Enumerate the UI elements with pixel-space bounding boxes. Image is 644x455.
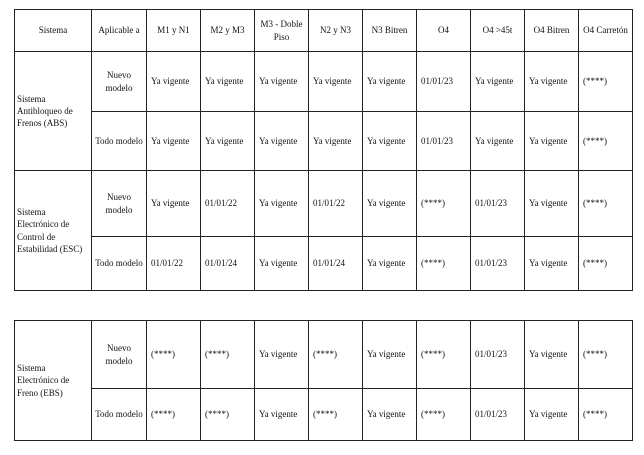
value-cell: (****) xyxy=(201,389,255,441)
value-cell: Ya vigente xyxy=(525,321,579,389)
value-cell: (****) xyxy=(417,389,471,441)
value-cell: 01/01/23 xyxy=(471,389,525,441)
value-cell: 01/01/23 xyxy=(471,237,525,291)
value-cell: Ya vigente xyxy=(363,52,417,112)
value-cell: Ya vigente xyxy=(147,52,201,112)
value-cell: Ya vigente xyxy=(525,389,579,441)
system-name-abs: Sistema Antibloqueo de Frenos (ABS) xyxy=(15,52,92,171)
value-cell: Ya vigente xyxy=(525,112,579,171)
table-row xyxy=(15,52,633,112)
value-cell: Ya vigente xyxy=(309,52,363,112)
value-cell: Ya vigente xyxy=(363,171,417,237)
value-cell: Ya vigente xyxy=(471,52,525,112)
value-cell: Ya vigente xyxy=(525,237,579,291)
header-cell: N2 y N3 xyxy=(309,10,363,52)
header-cell: O4 xyxy=(417,10,471,52)
value-cell: Ya vigente xyxy=(363,321,417,389)
value-cell: 01/01/23 xyxy=(471,321,525,389)
header-cell: O4 >45t xyxy=(471,10,525,52)
value-cell: (****) xyxy=(579,52,633,112)
table-row xyxy=(15,389,633,441)
value-cell: (****) xyxy=(579,237,633,291)
value-cell: Ya vigente xyxy=(255,237,309,291)
value-cell: (****) xyxy=(579,321,633,389)
value-cell: 01/01/24 xyxy=(201,237,255,291)
value-cell: (****) xyxy=(201,321,255,389)
applies-to-cell: Todo modelo xyxy=(92,112,147,171)
value-cell: 01/01/22 xyxy=(147,237,201,291)
value-cell: 01/01/23 xyxy=(417,112,471,171)
value-cell: (****) xyxy=(147,321,201,389)
value-cell: Ya vigente xyxy=(255,52,309,112)
value-cell: Ya vigente xyxy=(147,112,201,171)
value-cell: Ya vigente xyxy=(201,112,255,171)
value-cell: (****) xyxy=(417,237,471,291)
value-cell: Ya vigente xyxy=(255,171,309,237)
value-cell: (****) xyxy=(579,171,633,237)
value-cell: (****) xyxy=(417,171,471,237)
system-name-ebs: Sistema Electrónico de Freno (EBS) xyxy=(15,321,92,441)
table-row xyxy=(15,171,633,237)
value-cell: (****) xyxy=(147,389,201,441)
table-row xyxy=(15,321,633,389)
value-cell: (****) xyxy=(579,112,633,171)
regulation-table-abs-esc xyxy=(14,9,633,291)
value-cell: Ya vigente xyxy=(525,171,579,237)
value-cell: Ya vigente xyxy=(255,321,309,389)
applies-to-cell: Nuevo modelo xyxy=(92,171,147,237)
header-cell: M2 y M3 xyxy=(201,10,255,52)
value-cell: 01/01/23 xyxy=(417,52,471,112)
value-cell: Ya vigente xyxy=(201,52,255,112)
value-cell: (****) xyxy=(579,389,633,441)
value-cell: (****) xyxy=(417,321,471,389)
header-cell: O4 Bitren xyxy=(525,10,579,52)
applies-to-cell: Todo modelo xyxy=(92,389,147,441)
header-cell: N3 Bitren xyxy=(363,10,417,52)
value-cell: Ya vigente xyxy=(525,52,579,112)
value-cell: 01/01/24 xyxy=(309,237,363,291)
value-cell: Ya vigente xyxy=(471,112,525,171)
applies-to-cell: Nuevo modelo xyxy=(92,52,147,112)
header-cell: M3 - Doble Piso xyxy=(255,10,309,52)
table-row xyxy=(15,112,633,171)
applies-to-cell: Nuevo modelo xyxy=(92,321,147,389)
value-cell: Ya vigente xyxy=(363,112,417,171)
header-cell: Aplicable a xyxy=(92,10,147,52)
header-row xyxy=(15,10,633,52)
header-cell: Sistema xyxy=(15,10,92,52)
value-cell: Ya vigente xyxy=(363,237,417,291)
table-row xyxy=(15,237,633,291)
value-cell: 01/01/23 xyxy=(471,171,525,237)
value-cell: 01/01/22 xyxy=(201,171,255,237)
value-cell: Ya vigente xyxy=(309,112,363,171)
value-cell: (****) xyxy=(309,389,363,441)
value-cell: Ya vigente xyxy=(255,112,309,171)
value-cell: Ya vigente xyxy=(255,389,309,441)
value-cell: 01/01/22 xyxy=(309,171,363,237)
system-name-esc: Sistema Electrónico de Control de Estabilidad (ESC) xyxy=(15,171,92,291)
regulation-table-ebs xyxy=(14,320,633,441)
value-cell: (****) xyxy=(309,321,363,389)
header-cell: M1 y N1 xyxy=(147,10,201,52)
applies-to-cell: Todo modelo xyxy=(92,237,147,291)
value-cell: Ya vigente xyxy=(147,171,201,237)
value-cell: Ya vigente xyxy=(363,389,417,441)
header-cell: O4 Carretón xyxy=(579,10,633,52)
